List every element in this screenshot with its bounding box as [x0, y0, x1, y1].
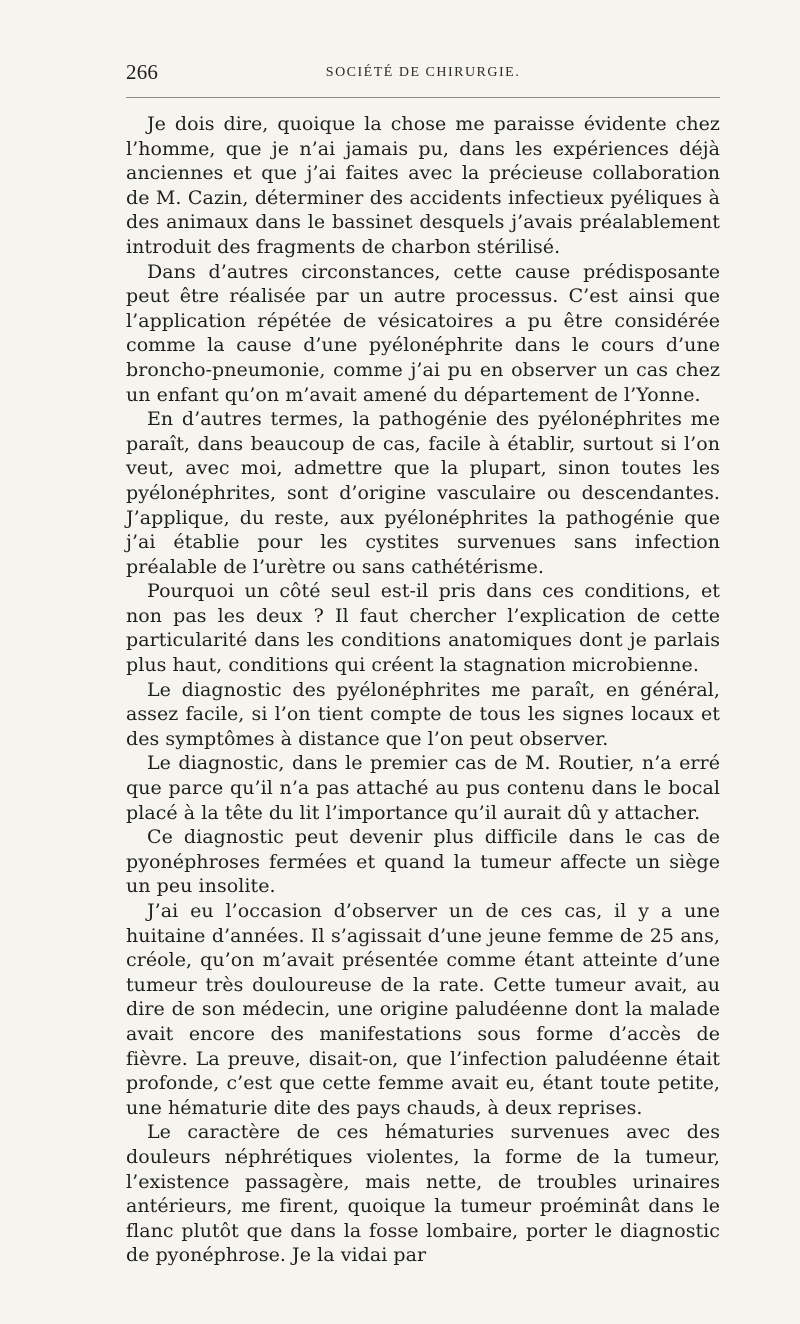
paragraph-3: En d’autres termes, la pathogénie des pyélonéphrites me paraît, dans beaucoup de cas, facile à établir, surtout si l’on veut, avec moi, admettre que la plupart, sinon toutes les pyélonéphrites, sont d’origine vasculaire ou descendantes. J’applique, du reste, aux pyélonéphrites la pathogénie que j’ai établie pour les cystites survenues sans infection préalable de l’urètre ou sans cathétérisme. — [126, 408, 720, 578]
paragraph-8: J’ai eu l’occasion d’observer un de ces cas, il y a une huitaine d’années. Il s’agissait d’une jeune femme de 25 ans, créole, qu’on m’avait présentée comme étant atteinte d’une tumeur très douloureuse de la rate. Cette tumeur avait, au dire de son médecin, une origine paludéenne dont la malade avait encore des manifestations sous forme d’accès de fièvre. La preuve, disait-on, que l’infection paludéenne était profonde, c’est que cette femme avait eu, étant toute petite, une hématurie dite des pays chauds, à deux reprises. — [126, 900, 720, 1119]
paragraph-5: Le diagnostic des pyélonéphrites me paraît, en général, assez facile, si l’on tient compte de tous les signes locaux et des symptômes à distance que l’on peut observer. — [126, 678, 720, 750]
paragraph-9: Le caractère de ces hématuries survenues avec des douleurs néphrétiques violentes, la forme de la tumeur, l’existence passagère, mais nette, de troubles urinaires antérieurs, me firent, quoique la tumeur proéminât dans le flanc plutôt que dans la fosse lombaire, porter le diagnostic de pyonéphrose. Je la vidai par — [126, 1121, 720, 1267]
header-rule — [126, 97, 720, 98]
paragraph-4: Pourquoi un côté seul est-il pris dans ces conditions, et non pas les deux ? Il faut chercher l’explication de cette particularité dans les conditions anatomiques dont je parlais plus haut, conditions qui créent la stagnation microbienne. — [126, 580, 720, 677]
paragraph-7: Ce diagnostic peut devenir plus difficile dans le cas de pyonéphroses fermées et quand la tumeur affecte un siège un peu insolite. — [126, 826, 720, 898]
paragraph-6: Le diagnostic, dans le premier cas de M. Routier, n’a erré que parce qu’il n’a pas attaché au pus contenu dans le bocal placé à la tête du lit l’importance qu’il aurait dû y attacher. — [126, 752, 720, 824]
page-header — [126, 58, 720, 88]
page-number: 266 — [126, 60, 159, 84]
body-text — [126, 112, 720, 1268]
running-head: SOCIÉTÉ DE CHIRURGIE. — [325, 65, 521, 80]
paragraph-2: Dans d’autres circonstances, cette cause prédisposante peut être réalisée par un autre processus. C’est ainsi que l’application répétée de vésicatoires a pu être considérée comme la cause d’une pyélonéphrite dans le cours d’une broncho-pneumonie, comme j’ai pu en observer un cas chez un enfant qu’on m’avait amené du département de l’Yonne. — [126, 260, 720, 406]
paragraph-1: Je dois dire, quoique la chose me paraisse évidente chez l’homme, que je n’ai jamais pu, dans les expériences déjà anciennes et que j’ai faites avec la précieuse collaboration de M. Cazin, déterminer des accidents infectieux pyéliques à des animaux dans le bassinet desquels j’avais préalablement introduit des fragments de charbon stérilisé. — [126, 113, 720, 258]
